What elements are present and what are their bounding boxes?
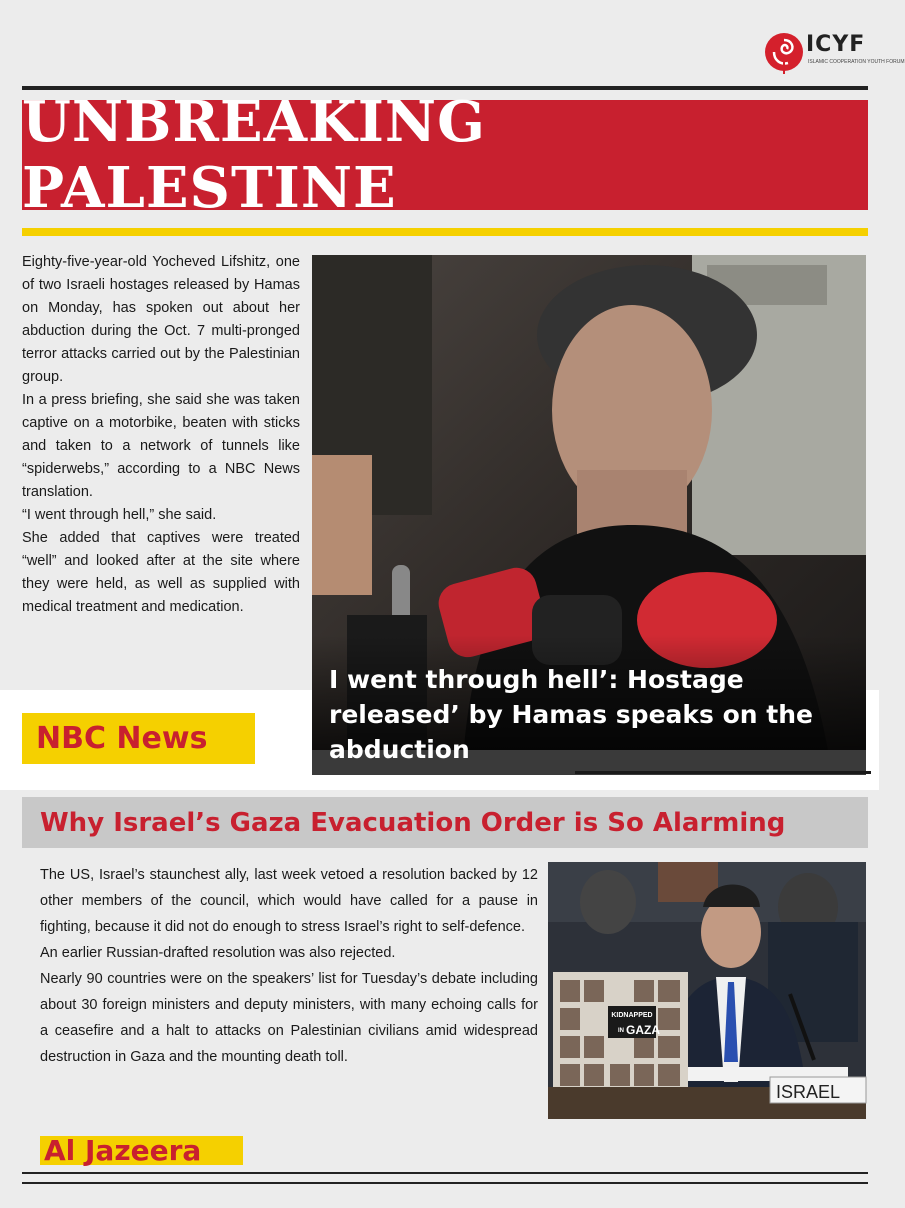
source-badge-nbc — [22, 713, 255, 764]
article2-headline-bar — [22, 797, 868, 848]
poster-text-kidnapped: KIDNAPPED — [611, 1012, 653, 1019]
photo-underline — [575, 771, 871, 774]
source-label: NBC News — [36, 721, 208, 756]
logo-wordmark: ICYF — [806, 32, 866, 57]
article1-paragraph: Eighty-five-year-old Yocheved Lifshitz, one of two Israeli hostages released by Hamas on Monday, has spoken out about her abduction during the Oct. 7 multi-pronged terror attacks carried out by the Palestinian group. — [22, 254, 300, 385]
source-badge-aljazeera — [40, 1136, 243, 1165]
hostage-photo-caption: I went through hell’: Hostage released’ by Hamas speaks on the abduction — [329, 665, 813, 764]
poster-text-in: IN — [618, 1028, 624, 1034]
icyf-logo — [762, 30, 905, 76]
rose-logo-icon — [762, 30, 806, 74]
article1-paragraph: “I went through hell,” she said. — [22, 507, 217, 523]
bottom-rule-2 — [22, 1182, 868, 1184]
source-label: Al Jazeera — [44, 1134, 202, 1167]
article1-body — [22, 251, 300, 619]
article2-body — [40, 862, 538, 1070]
article1-paragraph: In a press briefing, she said she was taken captive on a motorbike, beaten with sticks and taken to a network of tunnels like “spiderwebs,” according to a NBC News translation. — [22, 392, 300, 500]
article2-paragraph: An earlier Russian-drafted resolution was also rejected. — [40, 945, 396, 961]
logo-subtitle: ISLAMIC COOPERATION YOUTH FORUM — [808, 59, 905, 65]
article2-paragraph: The US, Israel’s staunchest ally, last week vetoed a resolution backed by 12 other members of the council, which would have called for a pause in fighting, because it did not do enough to stress Israel’s right to self-defence. — [40, 867, 538, 935]
article1-paragraph: She added that captives were treated “well” and looked after at the site where they were held, as well as supplied with medical treatment and medication. — [22, 530, 300, 615]
yellow-rule — [22, 228, 868, 236]
article2-paragraph: Nearly 90 countries were on the speakers’ list for Tuesday’s debate including about 30 foreign ministers and deputy ministers, with many echoing calls for a ceasefire and a halt to attacks on Palestinian civilians amid widespread destruction in Gaza and the mounting death toll. — [40, 971, 538, 1065]
poster-text-gaza: GAZA — [626, 1023, 660, 1037]
bottom-rule-1 — [22, 1172, 868, 1174]
country-nameplate: ISRAEL — [776, 1082, 841, 1102]
un-council-illustration — [548, 862, 866, 1119]
article2-headline: Why Israel’s Gaza Evacuation Order is So Alarming — [40, 807, 786, 838]
masthead-title: UNBREAKING PALESTINE — [22, 89, 486, 221]
un-council-photo — [548, 862, 866, 1119]
masthead-banner — [22, 89, 868, 221]
